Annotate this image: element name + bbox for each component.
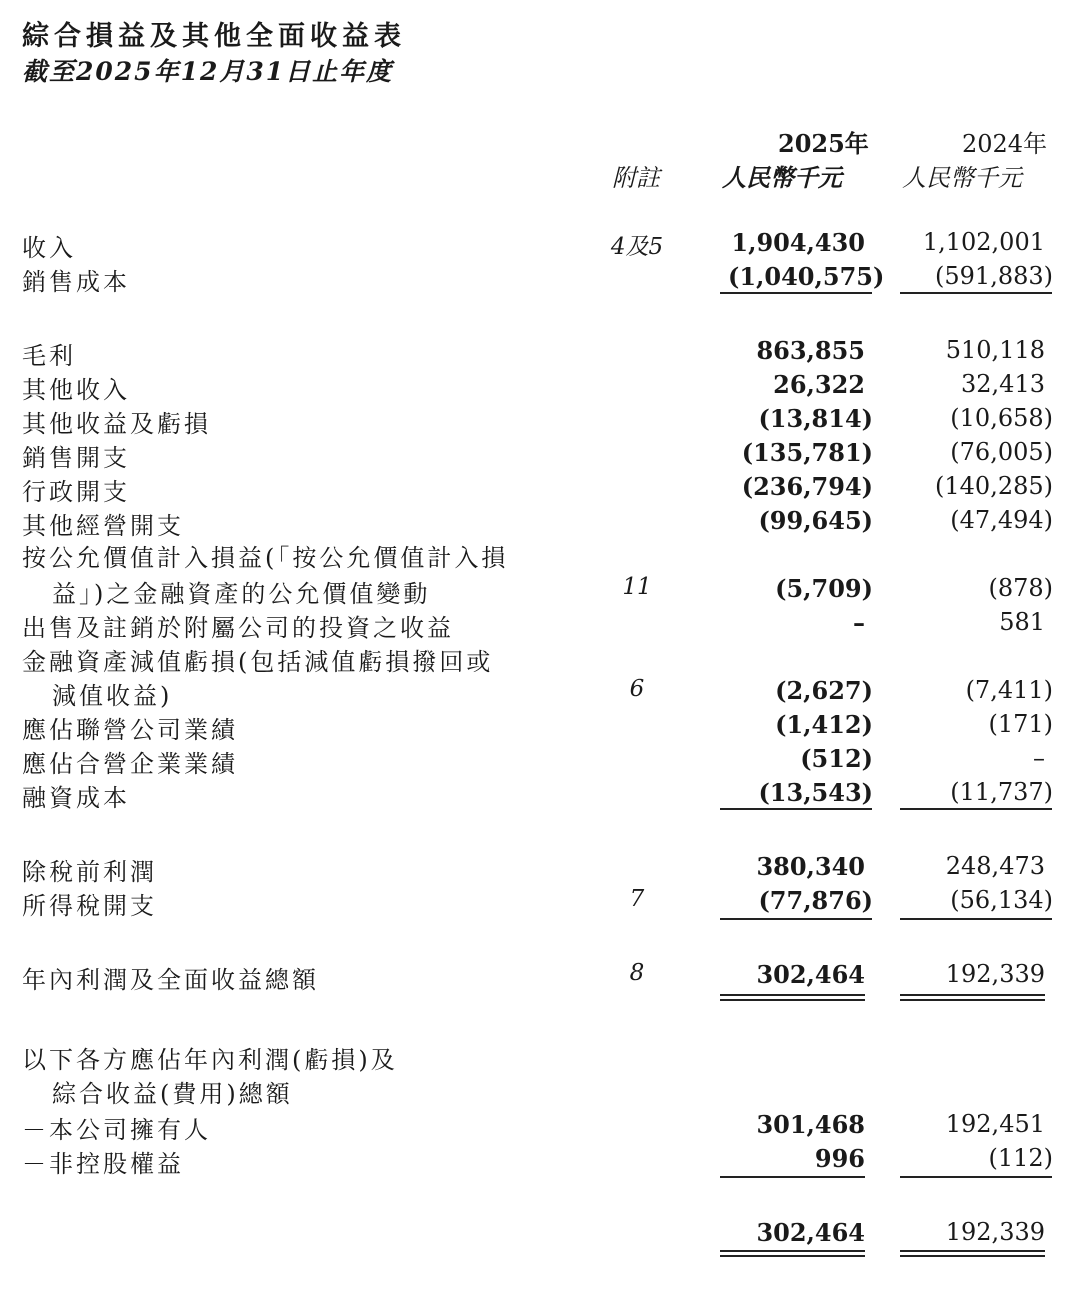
header-2025-unit: 人民幣千元 bbox=[722, 163, 842, 192]
table-row bbox=[0, 676, 1080, 710]
line-item-label: 應佔合營企業業績 bbox=[22, 750, 238, 778]
value-2025: (1,040,575) bbox=[728, 262, 885, 291]
table-row bbox=[0, 1074, 1080, 1108]
table-row bbox=[0, 886, 1080, 920]
subtotal-rule bbox=[900, 1176, 1052, 1178]
table-row bbox=[0, 710, 1080, 744]
value-2025: (135,781) bbox=[741, 438, 873, 467]
table-row bbox=[0, 228, 1080, 262]
value-2025: 1,904,430 bbox=[731, 228, 865, 257]
value-2025: 380,340 bbox=[756, 852, 865, 881]
line-item-label: 毛利 bbox=[22, 342, 76, 370]
value-2024: (10,658) bbox=[950, 404, 1053, 432]
table-row bbox=[0, 852, 1080, 886]
value-2025: 301,468 bbox=[756, 1110, 865, 1139]
table-row bbox=[0, 1144, 1080, 1178]
total-double-rule bbox=[900, 1250, 1045, 1257]
note-ref: 4及5 bbox=[610, 234, 664, 260]
value-2025: (13,543) bbox=[758, 778, 873, 807]
subtotal-rule bbox=[720, 808, 872, 810]
subtotal-rule bbox=[900, 808, 1052, 810]
header-2025-year: 2025年 bbox=[778, 129, 869, 158]
table-row bbox=[0, 642, 1080, 676]
total-double-rule bbox=[900, 994, 1045, 1001]
note-ref: 8 bbox=[629, 960, 645, 986]
value-2024: 1,102,001 bbox=[922, 228, 1045, 256]
header-2024-unit: 人民幣千元 bbox=[902, 164, 1022, 192]
value-2024: (47,494) bbox=[950, 506, 1053, 534]
line-item-label: 其他經營開支 bbox=[22, 512, 184, 540]
value-2025: (5,709) bbox=[775, 574, 873, 603]
value-2025: (236,794) bbox=[741, 472, 873, 501]
line-item-label: 其他收益及虧損 bbox=[22, 410, 211, 438]
value-2024: 192,451 bbox=[945, 1110, 1045, 1138]
value-2024: (56,134) bbox=[950, 886, 1053, 914]
subtotal-rule bbox=[720, 292, 872, 294]
value-2025: (2,627) bbox=[775, 676, 873, 705]
line-item-label: 減值收益) bbox=[52, 682, 173, 710]
value-2025: 26,322 bbox=[773, 370, 865, 399]
table-row bbox=[0, 472, 1080, 506]
line-item-label: 綜合收益(費用)總額 bbox=[52, 1080, 293, 1108]
line-item-label: 銷售開支 bbox=[22, 444, 130, 472]
value-2025: 863,855 bbox=[756, 336, 865, 365]
line-item-label: 年內利潤及全面收益總額 bbox=[22, 966, 319, 994]
line-item-label: 融資成本 bbox=[22, 784, 130, 812]
value-2024: – bbox=[1033, 744, 1045, 772]
subtotal-rule bbox=[720, 1176, 865, 1178]
line-item-label: 按公允價值計入損益(「按公允價值計入損 bbox=[22, 544, 509, 572]
subtotal-rule bbox=[900, 292, 1052, 294]
line-item-label: 銷售成本 bbox=[22, 268, 130, 296]
line-item-label: －非控股權益 bbox=[22, 1150, 184, 1178]
value-2025: 302,464 bbox=[756, 960, 865, 989]
table-row bbox=[0, 506, 1080, 540]
value-2025: (13,814) bbox=[758, 404, 873, 433]
line-item-label: 收入 bbox=[22, 234, 76, 262]
table-row bbox=[0, 1218, 1080, 1252]
value-2024: 32,413 bbox=[961, 370, 1045, 398]
table-row bbox=[0, 960, 1080, 994]
value-2024: (7,411) bbox=[965, 676, 1053, 704]
value-2024: (591,883) bbox=[935, 262, 1053, 290]
value-2025: (77,876) bbox=[758, 886, 873, 915]
total-double-rule bbox=[720, 1250, 865, 1257]
note-ref: 11 bbox=[622, 574, 652, 600]
line-item-label: 除稅前利潤 bbox=[22, 858, 157, 886]
value-2025: 302,464 bbox=[756, 1218, 865, 1247]
line-item-label: 出售及註銷於附屬公司的投資之收益 bbox=[22, 614, 454, 642]
value-2024: (112) bbox=[988, 1144, 1053, 1172]
table-row bbox=[0, 404, 1080, 438]
header-2024-year: 2024年 bbox=[962, 130, 1048, 158]
subtotal-rule bbox=[720, 918, 872, 920]
line-item-label: 益」)之金融資產的公允價值變動 bbox=[52, 580, 431, 608]
value-2025: 996 bbox=[814, 1144, 865, 1173]
table-row bbox=[0, 538, 1080, 572]
value-2025: – bbox=[853, 608, 865, 637]
table-row bbox=[0, 608, 1080, 642]
table-row bbox=[0, 336, 1080, 370]
table-row bbox=[0, 744, 1080, 778]
table-row bbox=[0, 778, 1080, 812]
table-row bbox=[0, 1110, 1080, 1144]
value-2024: 192,339 bbox=[945, 960, 1045, 988]
header-note: 附註 bbox=[612, 164, 660, 192]
value-2025: (512) bbox=[800, 744, 873, 773]
note-ref: 6 bbox=[629, 676, 645, 702]
value-2024: (171) bbox=[988, 710, 1053, 738]
value-2024: 510,118 bbox=[945, 336, 1045, 364]
value-2024: (76,005) bbox=[950, 438, 1053, 466]
subtotal-rule bbox=[900, 918, 1052, 920]
table-row bbox=[0, 438, 1080, 472]
value-2025: (1,412) bbox=[775, 710, 873, 739]
table-row bbox=[0, 370, 1080, 404]
value-2024: (11,737) bbox=[950, 778, 1053, 806]
value-2024: (878) bbox=[988, 574, 1053, 602]
table-row bbox=[0, 574, 1080, 608]
note-ref: 7 bbox=[629, 886, 645, 912]
line-item-label: －本公司擁有人 bbox=[22, 1116, 211, 1144]
line-item-label: 金融資產減值虧損(包括減值虧損撥回或 bbox=[22, 648, 494, 676]
value-2024: (140,285) bbox=[935, 472, 1053, 500]
line-item-label: 其他收入 bbox=[22, 376, 130, 404]
total-double-rule bbox=[720, 994, 865, 1001]
value-2025: (99,645) bbox=[758, 506, 873, 535]
table-row bbox=[0, 262, 1080, 296]
value-2024: 192,339 bbox=[945, 1218, 1045, 1246]
line-item-label: 行政開支 bbox=[22, 478, 130, 506]
line-item-label: 應佔聯營公司業績 bbox=[22, 716, 238, 744]
value-2024: 248,473 bbox=[945, 852, 1045, 880]
page-subtitle: 截至2025年12月31日止年度 bbox=[22, 57, 394, 86]
value-2024: 581 bbox=[999, 608, 1045, 636]
table-row bbox=[0, 1040, 1080, 1074]
line-item-label: 以下各方應佔年內利潤(虧損)及 bbox=[22, 1046, 398, 1074]
line-item-label: 所得稅開支 bbox=[22, 892, 157, 920]
page-title: 綜合損益及其他全面收益表 bbox=[22, 21, 406, 52]
